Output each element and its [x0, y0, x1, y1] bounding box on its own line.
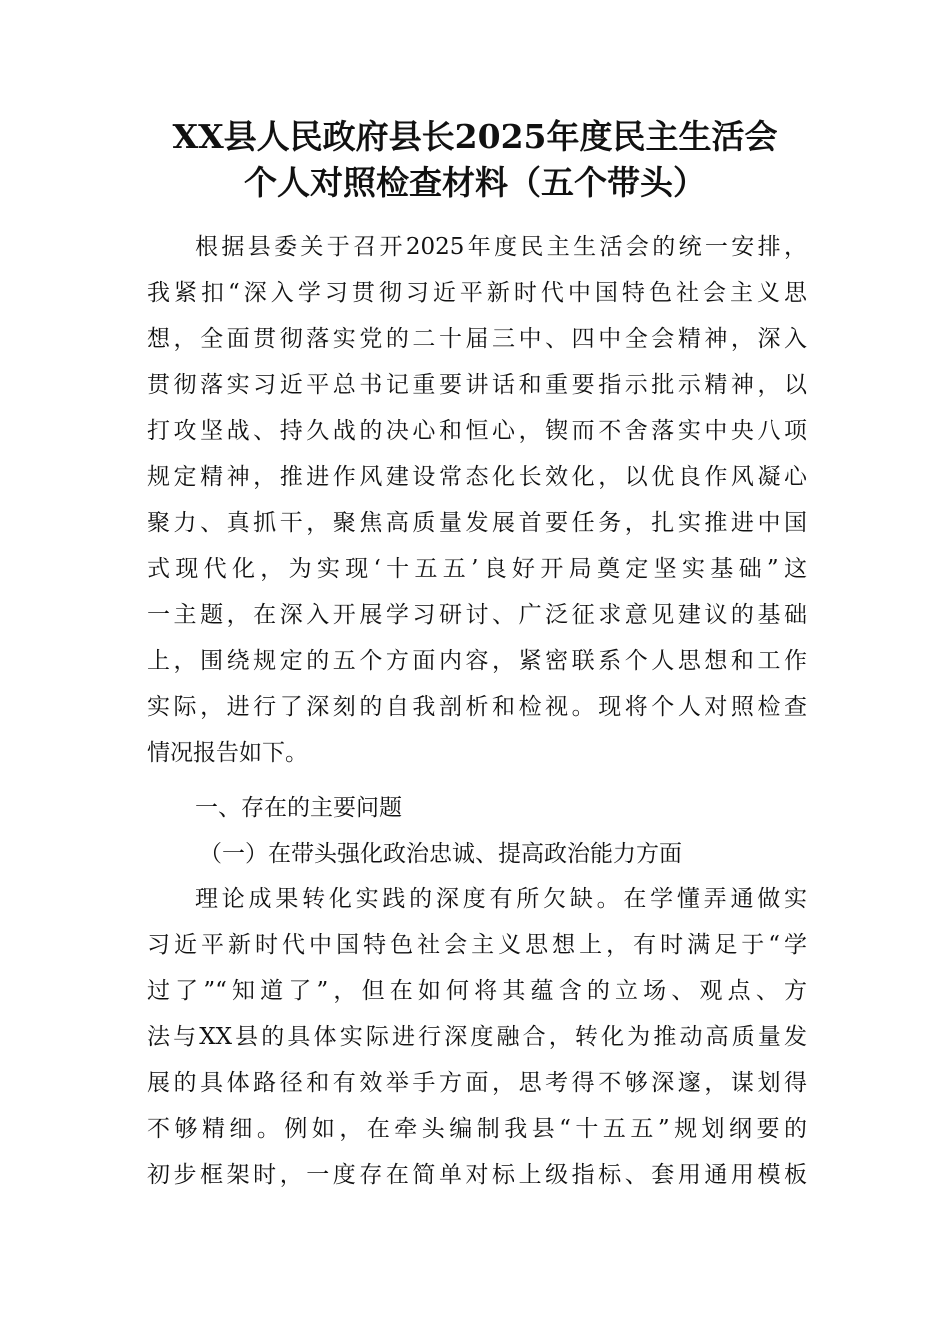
intro-line: 规定精神，推进作风建设常态化长效化，以优良作风凝心 [147, 464, 807, 490]
intro-line: 式现代化，为实现‘十五五’良好开局奠定坚实基础”这 [147, 556, 807, 582]
section-line: 展的具体路径和有效举手方面，思考得不够深邃，谋划得 [147, 1070, 807, 1096]
section-line: 不够精细。例如，在牵头编制我县“十五五”规划纲要的 [147, 1116, 807, 1142]
section-line: 习近平新时代中国特色社会主义思想上，有时满足于“学 [147, 932, 807, 958]
section-line: 初步框架时，一度存在简单对标上级指标、套用通用模板 [147, 1162, 807, 1188]
intro-paragraph [147, 224, 807, 776]
document-title-line-1: XX县人民政府县长2025年度民主生活会 [172, 117, 778, 156]
intro-line: 想，全面贯彻落实党的二十届三中、四中全会精神，深入 [147, 326, 807, 352]
intro-line: 一主题，在深入开展学习研讨、广泛征求意见建议的基础 [147, 602, 807, 628]
intro-line: 上，围绕规定的五个方面内容，紧密联系个人思想和工作 [147, 648, 807, 674]
subsection-heading-1: （一）在带头强化政治忠诚、提高政治能力方面 [199, 841, 682, 867]
intro-line: 实际，进行了深刻的自我剖析和检视。现将个人对照检查 [147, 694, 807, 720]
document-title-line-2: 个人对照检查材料（五个带头） [244, 163, 706, 202]
section-line: 过了”“知道了”，但在如何将其蕴含的立场、观点、方 [147, 978, 807, 1004]
intro-line: 情况报告如下。 [147, 740, 308, 766]
section-paragraph [147, 876, 807, 1198]
intro-line: 我紧扣“深入学习贯彻习近平新时代中国特色社会主义思 [147, 280, 807, 306]
section-line: 法与XX县的具体实际进行深度融合，转化为推动高质量发 [147, 1024, 807, 1050]
section-heading-1: 一、存在的主要问题 [195, 795, 402, 821]
section-line: 理论成果转化实践的深度有所欠缺。在学懂弄通做实 [195, 886, 807, 912]
intro-line: 贯彻落实习近平总书记重要讲话和重要指示批示精神，以 [147, 372, 807, 398]
intro-line: 根据县委关于召开2025年度民主生活会的统一安排， [195, 234, 807, 260]
intro-line: 打攻坚战、持久战的决心和恒心，锲而不舍落实中央八项 [147, 418, 807, 444]
intro-line: 聚力、真抓干，聚焦高质量发展首要任务，扎实推进中国 [147, 510, 807, 536]
